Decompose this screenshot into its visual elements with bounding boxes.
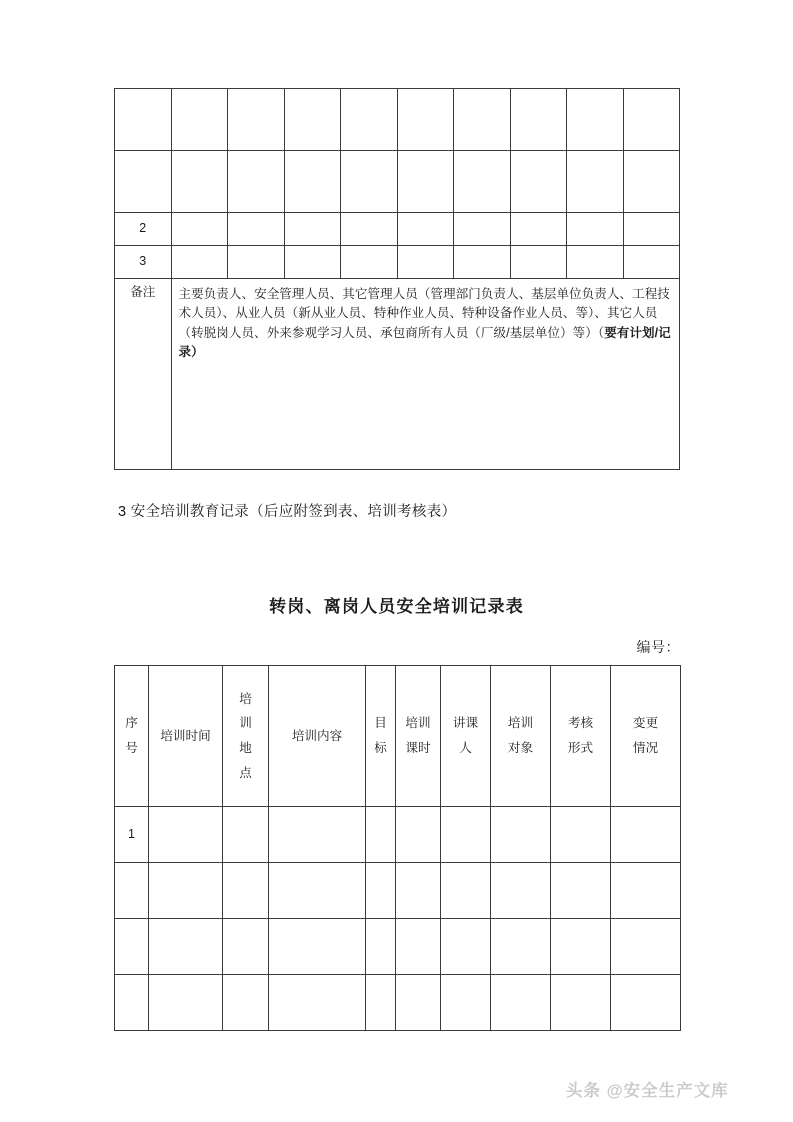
cell-exam-form	[551, 975, 611, 1031]
header-change-status	[611, 666, 681, 807]
cell-col10	[623, 151, 680, 213]
header-training-audience	[491, 666, 551, 807]
header-training-place-text: 培 训 地 点	[239, 691, 252, 780]
cell-col10	[623, 213, 680, 246]
cell-col8	[510, 89, 567, 151]
table-header-row	[115, 666, 681, 807]
cell-col8	[510, 213, 567, 246]
cell-training-audience	[491, 807, 551, 863]
cell-col3	[228, 246, 285, 279]
cell-col7	[454, 213, 511, 246]
cell-col7	[454, 151, 511, 213]
cell-index	[115, 975, 149, 1031]
cell-index	[115, 89, 172, 151]
remark-label	[115, 279, 172, 470]
cell-goal	[366, 975, 396, 1031]
cell-training-content	[269, 975, 366, 1031]
cell-training-hours	[396, 807, 441, 863]
cell-training-time	[149, 807, 223, 863]
header-index-text: 序 号	[125, 716, 138, 755]
cell-goal	[366, 919, 396, 975]
cell-exam-form	[551, 919, 611, 975]
cell-index	[115, 863, 149, 919]
cell-change-status	[611, 919, 681, 975]
training-plan-table-continued	[114, 88, 680, 470]
cell-index: 3	[115, 246, 172, 279]
table-row	[115, 807, 681, 863]
cell-col7	[454, 89, 511, 151]
cell-training-audience	[491, 975, 551, 1031]
cell-col3	[228, 89, 285, 151]
header-goal	[366, 666, 396, 807]
watermark: 头条 @安全生产文库	[566, 1082, 729, 1100]
cell-col4	[284, 246, 341, 279]
cell-col8	[510, 151, 567, 213]
cell-index	[115, 151, 172, 213]
cell-exam-form	[551, 807, 611, 863]
cell-training-hours	[396, 919, 441, 975]
cell-col9	[567, 213, 624, 246]
cell-training-content	[269, 919, 366, 975]
header-index	[115, 666, 149, 807]
cell-change-status	[611, 975, 681, 1031]
remark-label-text: 备注	[130, 285, 156, 299]
cell-training-audience	[491, 863, 551, 919]
header-training-hours	[396, 666, 441, 807]
page-title: 转岗、离岗人员安全培训记录表	[269, 597, 524, 616]
cell-exam-form	[551, 863, 611, 919]
remark-row	[115, 279, 680, 470]
cell-col10	[623, 246, 680, 279]
cell-lecturer	[441, 863, 491, 919]
cell-index: 1	[115, 807, 149, 863]
cell-col5	[341, 246, 398, 279]
cell-training-place	[223, 975, 269, 1031]
remark-text-bold: 要有计划/记录）	[178, 325, 671, 360]
table-row	[115, 89, 680, 151]
cell-col2	[171, 89, 228, 151]
header-lecturer	[441, 666, 491, 807]
header-lecturer-text: 讲课 人	[452, 716, 479, 755]
cell-index: 2	[115, 213, 172, 246]
cell-training-place	[223, 919, 269, 975]
cell-col5	[341, 151, 398, 213]
remark-body	[171, 279, 680, 470]
cell-training-time	[149, 919, 223, 975]
header-change-status-text: 变更 情况	[632, 716, 659, 755]
cell-col3	[228, 213, 285, 246]
cell-training-hours	[396, 863, 441, 919]
header-training-hours-text: 培训 课时	[405, 716, 431, 755]
header-goal-text: 目 标	[374, 716, 387, 755]
cell-col6	[397, 89, 454, 151]
table-row	[115, 919, 681, 975]
cell-col2	[171, 151, 228, 213]
cell-col3	[228, 151, 285, 213]
cell-col4	[284, 89, 341, 151]
transfer-leave-training-record-table	[114, 665, 681, 1031]
cell-training-time	[149, 975, 223, 1031]
cell-col5	[341, 89, 398, 151]
cell-col7	[454, 246, 511, 279]
table-row	[115, 246, 680, 279]
table-row	[115, 151, 680, 213]
serial-number-label: 编号：	[636, 639, 680, 655]
section-heading: 3 安全培训教育记录（后应附签到表、培训考核表）	[118, 504, 457, 520]
header-training-audience-text: 培训 对象	[507, 716, 534, 755]
cell-training-hours	[396, 975, 441, 1031]
cell-training-place	[223, 863, 269, 919]
cell-lecturer	[441, 919, 491, 975]
header-exam-form	[551, 666, 611, 807]
header-training-content-text: 培训内容	[291, 728, 343, 743]
cell-col6	[397, 246, 454, 279]
cell-col4	[284, 151, 341, 213]
cell-change-status	[611, 863, 681, 919]
cell-col5	[341, 213, 398, 246]
cell-goal	[366, 807, 396, 863]
cell-col8	[510, 246, 567, 279]
cell-col2	[171, 213, 228, 246]
cell-lecturer	[441, 807, 491, 863]
cell-col4	[284, 213, 341, 246]
cell-col10	[623, 89, 680, 151]
header-training-place	[223, 666, 269, 807]
header-training-time	[149, 666, 223, 807]
table-row	[115, 863, 681, 919]
header-training-content	[269, 666, 366, 807]
cell-col6	[397, 213, 454, 246]
table-row	[115, 975, 681, 1031]
cell-training-content	[269, 863, 366, 919]
cell-training-time	[149, 863, 223, 919]
header-training-time-text: 培训时间	[160, 728, 211, 743]
cell-training-place	[223, 807, 269, 863]
cell-training-content	[269, 807, 366, 863]
cell-training-audience	[491, 919, 551, 975]
remark-text-normal: 主要负责人、安全管理人员、其它管理人员（管理部门负责人、基层单位负责人、工程技术人员）、从业人员（新从业人员、特种作业人员、特种设备作业人员、等）、其它人员（转脱岗人员、外来参观学习人员、承包商所有人员（厂级/基层单位）等）（	[178, 287, 670, 340]
cell-lecturer	[441, 975, 491, 1031]
cell-change-status	[611, 807, 681, 863]
cell-col9	[567, 89, 624, 151]
cell-index	[115, 919, 149, 975]
cell-col6	[397, 151, 454, 213]
cell-col2	[171, 246, 228, 279]
cell-col9	[567, 151, 624, 213]
table-row	[115, 213, 680, 246]
cell-col9	[567, 246, 624, 279]
cell-goal	[366, 863, 396, 919]
header-exam-form-text: 考核 形式	[567, 716, 594, 755]
